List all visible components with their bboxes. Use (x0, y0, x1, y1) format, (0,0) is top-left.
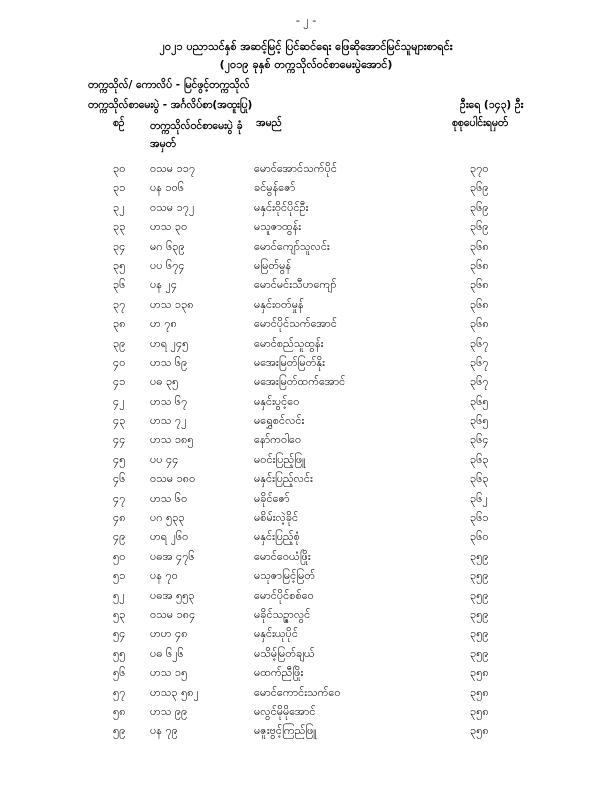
page-number: - ၂ - (295, 14, 317, 27)
row-number: ၄၂ (113, 394, 125, 408)
student-name: မဇူးဗွင့်ကြည်ဖြူ (254, 724, 317, 738)
university-label: တက္ကသိုလ်/ ကောလိပ် - မြင်ဖွင့်တက္ကသိုလ် (88, 79, 250, 91)
student-name: မောင်ကောင်းသက်ဝေ (254, 685, 341, 699)
row-number: ၃၆ (113, 278, 126, 292)
results-table (0, 160, 612, 742)
row-number: ၃၅ (113, 258, 126, 272)
student-name: မလွင်မိုမိုအောင် (254, 704, 316, 718)
student-name: မောင်အောင်သက်ပိုင် (254, 162, 337, 175)
row-number: ၃၁ (113, 181, 126, 195)
total-mark: ၃၆၇ (470, 355, 489, 369)
table-row (0, 645, 612, 664)
roll-number: ပန ၂၄ (150, 278, 178, 292)
row-number: ၃၉ (113, 336, 126, 350)
total-mark: ၃၅၈ (470, 704, 489, 718)
student-name: မအေးမြတ်ထက်အောင် (254, 375, 346, 389)
student-name: မသူဇာထွန်း (254, 220, 302, 234)
roll-number: ဟဟ ၄၈ (150, 627, 188, 641)
roll-number: ပန ၁၀၆ (150, 181, 185, 195)
roll-number: ဟသ ၃၀ (150, 220, 188, 234)
column-header-mark: စုစုပေါင်းရမှတ် (452, 117, 509, 129)
row-number: ၃၇ (113, 297, 126, 311)
total-mark: ၃၇၀ (470, 162, 489, 175)
row-number: ၄၇ (113, 491, 126, 505)
column-header-no: စဉ် (113, 117, 125, 129)
student-name: မောင်ပိုင်သက်အောင် (254, 317, 337, 331)
student-name: မထက်ညီဖြိုး (254, 666, 304, 680)
total-mark: ၃၆၃ (470, 472, 489, 486)
student-name: မအေးမြတ်မြတ်နိုး (254, 355, 325, 369)
table-row (0, 276, 612, 295)
student-name: မနှင်းဝတ်မှုန် (254, 297, 304, 311)
total-mark: ၃၆၉ (470, 181, 489, 195)
total-mark: ၃၅၉ (470, 646, 489, 660)
table-row (0, 490, 612, 509)
total-mark: ၃၆၈ (470, 317, 489, 331)
total-mark: ၃၆၃ (470, 452, 489, 466)
student-name: မနှင်းယုပိုင် (254, 627, 298, 641)
row-number: ၄၃ (113, 414, 126, 428)
student-name: မောင်ပိုင်စစ်ဝေ (254, 588, 314, 602)
total-mark: ၃၅၉ (470, 569, 489, 583)
roll-number: ပဓ ၆၂၆ (150, 646, 184, 660)
table-row (0, 199, 612, 218)
table-row (0, 587, 612, 606)
total-mark: ၃၅၈ (470, 666, 489, 680)
student-name: မသုဇာမြင့်မြတ် (254, 569, 316, 583)
total-mark: ၃၆၇ (470, 336, 489, 350)
total-mark: ၃၅၉ (470, 607, 489, 621)
table-row (0, 528, 612, 547)
total-mark: ၃၅၉ (470, 627, 489, 641)
student-name: မောင်စည်သူထွန်း (254, 336, 324, 350)
total-mark: ၃၆၉ (470, 200, 489, 214)
table-row (0, 431, 612, 450)
roll-number: ဟသ၃ ၅၈၂ (150, 685, 199, 699)
column-header-roll: တက္ကသိုလ်ဝင်စာမေးပွဲ ခုံအမှတ် (150, 120, 243, 150)
total-mark: ၃၆၈ (470, 297, 489, 311)
candidate-count: ဦးရေ (၁၄၃) ဦး (460, 99, 524, 111)
roll-number: ဝသမ ၁၁၇ (150, 162, 196, 175)
roll-number: ဟသ ၉၉ (150, 704, 188, 718)
row-number: ၄၆ (113, 472, 126, 486)
roll-number: ဟရ ၂၄၅ (150, 336, 189, 350)
total-mark: ၃၆၈ (470, 258, 489, 272)
student-name: မမြတ်မွန် (254, 258, 292, 272)
student-name: မခိုင်သဉ္ဇာလွင် (254, 607, 311, 621)
total-mark: ၃၆၅ (470, 414, 489, 428)
document-title: ၂၀၂၁ ပညာသင်နှစ် အဆင့်မြင့် ပြင်ဆင်ရေး ဖြေဆိုအောင်မြင်သူများစာရင်း (159, 40, 453, 53)
student-name: မောင်ကျော်သူလင်း (254, 239, 330, 253)
row-number: ၃၈ (113, 317, 126, 331)
roll-number: ဝသမ ၁၇၂ (150, 200, 195, 214)
roll-number: ဟသ ၆၀ (150, 491, 188, 505)
row-number: ၃၀ (113, 162, 126, 175)
row-number: ၅၁ (113, 569, 126, 583)
total-mark: ၃၅၉ (470, 588, 489, 602)
row-number: ၅၈ (113, 704, 126, 718)
student-name: မနှင်းပွင့်ဝေ (254, 394, 300, 408)
roll-number: ဟသ ၁၅ (150, 666, 188, 680)
student-name: မနှင်းဝိုင်ပိုင်ဦး (254, 200, 309, 214)
table-row (0, 567, 612, 586)
roll-number: ပဓအ ၅၅၃ (150, 588, 195, 602)
total-mark: ၃၆၈ (470, 239, 489, 253)
total-mark: ၃၆၀ (470, 530, 489, 544)
roll-number: ပပ ၄၄ (150, 452, 179, 466)
roll-number: ဟသ ၁၈၅ (150, 433, 194, 447)
roll-number: ပဓအ ၄၇၆ (150, 549, 195, 563)
student-name: မဝင်းပြည့်ဖြူ (254, 452, 306, 466)
total-mark: ၃၅၉ (470, 549, 489, 563)
table-row (0, 606, 612, 625)
roll-number: ဟသ ၁၃၈ (150, 297, 194, 311)
total-mark: ၃၆၄ (470, 433, 489, 447)
row-number: ၅၂ (113, 588, 125, 602)
major-label: တက္ကသိုလ်စာမေးပွဲ - အင်္ဂလိပ်စာ(အထူးပြု) (88, 99, 253, 111)
table-row (0, 179, 612, 198)
roll-number: ပဓ ၃၅ (150, 375, 179, 389)
student-name: မောင်ဝေယံဖြိုး (254, 549, 311, 563)
roll-number: ဝသမ ၁၈၄ (150, 607, 196, 621)
roll-number: ပဂ ၅၃၃ (150, 511, 185, 525)
row-number: ၄၁ (113, 375, 126, 389)
student-name: မောင်မင်းသီဟကျော် (254, 278, 337, 292)
column-header-name: အမည် (256, 117, 282, 129)
total-mark: ၃၆၇ (470, 375, 489, 389)
row-number: ၅၃ (113, 607, 126, 621)
student-name: မနှင်းပြည့်စုံ (254, 530, 300, 544)
table-row (0, 296, 612, 315)
table-row (0, 315, 612, 334)
total-mark: ၃၆၉ (470, 220, 489, 234)
student-name: မခိုင်ဇော် (254, 491, 290, 505)
roll-number: ဟသ ၆၉ (150, 355, 188, 369)
table-row (0, 373, 612, 392)
table-row (0, 684, 612, 703)
roll-number: ပပ ၆၇၄ (150, 258, 185, 272)
total-mark: ၃၅၈ (470, 724, 489, 738)
table-row (0, 548, 612, 567)
row-number: ၄၉ (113, 530, 126, 544)
roll-number: ဟသ ၆၇ (150, 394, 188, 408)
table-row (0, 393, 612, 412)
table-row (0, 625, 612, 644)
table-row (0, 470, 612, 489)
table-row (0, 412, 612, 431)
table-row (0, 509, 612, 528)
table-row (0, 451, 612, 470)
row-number: ၅၆ (113, 666, 126, 680)
table-row (0, 257, 612, 276)
row-number: ၅၀ (113, 549, 126, 563)
total-mark: ၃၆၈ (470, 278, 489, 292)
row-number: ၄၅ (113, 452, 126, 466)
roll-number: ဝသမ ၁၈၀ (150, 472, 196, 486)
row-number: ၃၄ (113, 239, 126, 253)
total-mark: ၃၆၁ (470, 511, 489, 525)
student-name: မရွှေစင်လင်း (254, 414, 305, 428)
table-row (0, 722, 612, 741)
student-name: မသိမ့်မြတ်ချယ် (254, 646, 315, 660)
row-number: ၅၇ (113, 685, 126, 699)
roll-number: ဟရ ၂၆၀ (150, 530, 189, 544)
row-number: ၄၄ (113, 433, 126, 447)
row-number: ၃၂ (113, 200, 125, 214)
row-number: ၅၉ (113, 724, 126, 738)
student-name: မစိမ်းလဲ့ခိုင် (254, 511, 299, 525)
table-row (0, 354, 612, 373)
row-number: ၃၃ (113, 220, 126, 234)
roll-number: မဂ ၆၃၉ (150, 239, 185, 253)
table-row (0, 238, 612, 257)
row-number: ၅၅ (113, 646, 126, 660)
roll-number: ဟသ ၇၂ (150, 414, 187, 428)
table-row (0, 664, 612, 683)
row-number: ၄၈ (113, 511, 126, 525)
table-row (0, 703, 612, 722)
roll-number: ပန ၇၀ (150, 569, 178, 583)
total-mark: ၃၆၂ (470, 491, 488, 505)
table-row (0, 335, 612, 354)
student-name: ခင်မွန်ဇော် (254, 181, 296, 195)
table-row (0, 160, 612, 179)
total-mark: ၃၅၈ (470, 685, 489, 699)
student-name: မနှင်းပြည့်လင်း (254, 472, 313, 486)
student-name: နော်ကဝါဝေ (254, 433, 302, 447)
document-subtitle: (၂၀၁၉ ခုနှစ် တက္ကသိုလ်ဝင်စာမေးပွဲအောင်) (219, 58, 393, 71)
total-mark: ၃၆၅ (470, 394, 489, 408)
roll-number: ပန ၇၉ (150, 724, 178, 738)
row-number: ၄၀ (113, 355, 126, 369)
row-number: ၅၄ (113, 627, 126, 641)
roll-number: ဟ ၇၈ (150, 317, 177, 331)
table-row (0, 218, 612, 237)
